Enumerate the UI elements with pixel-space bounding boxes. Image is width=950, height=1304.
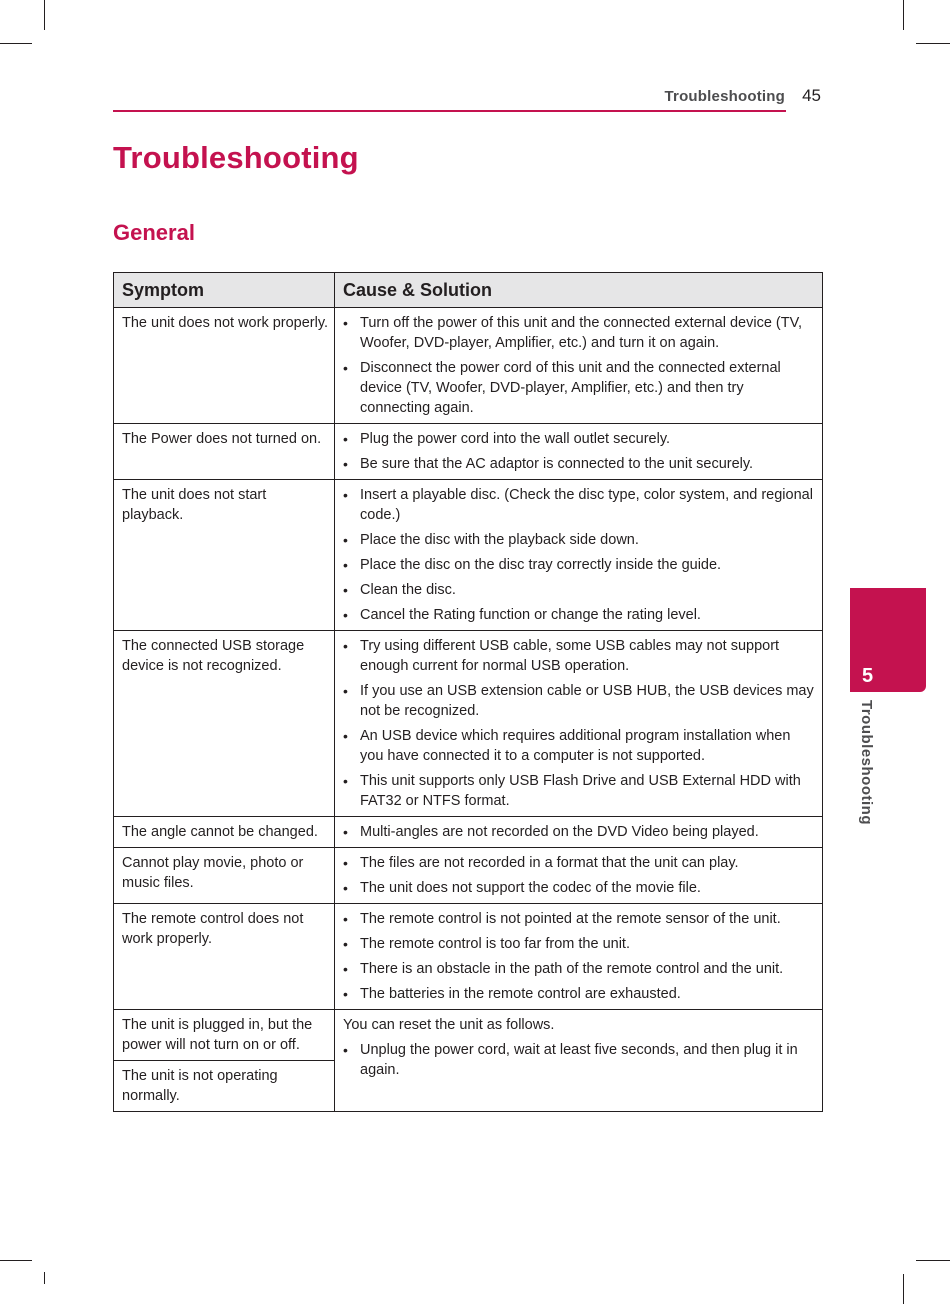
page-number: 45 — [802, 86, 821, 105]
crop-mark — [0, 1260, 32, 1261]
reset-cause-cell — [335, 1010, 823, 1112]
symptom-cell: The unit is not operating normally. — [114, 1061, 335, 1112]
cause-item: • The batteries in the remote control are exhausted. — [343, 984, 814, 1004]
crop-mark — [903, 1274, 904, 1304]
cause-item: • Place the disc with the playback side down. — [343, 530, 814, 550]
cause-list — [343, 429, 814, 474]
crop-mark — [916, 43, 950, 44]
table-row — [114, 424, 823, 480]
table-row — [114, 631, 823, 817]
cause-list — [343, 1040, 814, 1080]
crop-mark — [903, 0, 904, 30]
table-row — [114, 1010, 823, 1061]
symptom-column-header: Symptom — [114, 273, 335, 308]
table-row — [114, 817, 823, 848]
symptom-cell: The angle cannot be changed. — [114, 817, 335, 848]
table-header-row — [114, 273, 823, 308]
symptom-cell: The connected USB storage device is not recognized. — [114, 631, 335, 817]
cause-item: • Plug the power cord into the wall outlet securely. — [343, 429, 814, 449]
cause-item: • The files are not recorded in a format that the unit can play. — [343, 853, 814, 873]
cause-list — [343, 485, 814, 625]
crop-mark — [916, 1260, 950, 1261]
crop-mark — [44, 0, 45, 30]
symptom-cell: The unit does not work properly. — [114, 308, 335, 424]
cause-list — [343, 313, 814, 418]
cause-item: • The unit does not support the codec of the movie file. — [343, 878, 814, 898]
chapter-tab — [850, 588, 926, 692]
cause-cell — [335, 480, 823, 631]
cause-cell — [335, 631, 823, 817]
cause-item: • Try using different USB cable, some USB cables may not support enough current for normal USB operation. — [343, 636, 814, 676]
cause-item: • The remote control is too far from the unit. — [343, 934, 814, 954]
cause-list — [343, 822, 814, 842]
section-title: General — [113, 220, 195, 245]
cause-item: • Turn off the power of this unit and the connected external device (TV, Woofer, DVD-player, Amplifier, etc.) and turn it on again. — [343, 313, 814, 353]
reset-intro: You can reset the unit as follows. — [343, 1017, 555, 1033]
cause-item: • The remote control is not pointed at the remote sensor of the unit. — [343, 909, 814, 929]
cause-cell — [335, 848, 823, 904]
symptom-cell: The unit does not start playback. — [114, 480, 335, 631]
cause-cell — [335, 817, 823, 848]
running-header-section: Troubleshooting — [664, 88, 785, 105]
chapter-label: Troubleshooting — [858, 700, 875, 825]
symptom-cell: Cannot play movie, photo or music files. — [114, 848, 335, 904]
cause-cell — [335, 424, 823, 480]
table-row — [114, 904, 823, 1010]
symptom-cell: The Power does not turned on. — [114, 424, 335, 480]
cause-cell — [335, 308, 823, 424]
cause-column-header: Cause & Solution — [335, 273, 823, 308]
table-row — [114, 480, 823, 631]
cause-list — [343, 636, 814, 811]
symptom-cell: The unit is plugged in, but the power will not turn on or off. — [114, 1010, 335, 1061]
crop-mark — [44, 1272, 45, 1284]
header-rule — [113, 110, 786, 112]
table-row — [114, 308, 823, 424]
cause-item: • Be sure that the AC adaptor is connected to the unit securely. — [343, 454, 814, 474]
cause-list — [343, 853, 814, 898]
running-header — [113, 86, 821, 112]
cause-item: • This unit supports only USB Flash Drive and USB External HDD with FAT32 or NTFS format. — [343, 771, 814, 811]
cause-item: • An USB device which requires additional program installation when you have connected it to a computer is not supported. — [343, 726, 814, 766]
cause-item: • Multi-angles are not recorded on the DVD Video being played. — [343, 822, 814, 842]
cause-item: • Clean the disc. — [343, 580, 814, 600]
cause-cell — [335, 904, 823, 1010]
cause-item: • Unplug the power cord, wait at least five seconds, and then plug it in again. — [343, 1040, 814, 1080]
table-row — [114, 848, 823, 904]
cause-item: • There is an obstacle in the path of the remote control and the unit. — [343, 959, 814, 979]
cause-item: • Disconnect the power cord of this unit and the connected external device (TV, Woofer, DVD-player, Amplifier, etc.) and then try connecting again. — [343, 358, 814, 418]
page-title: Troubleshooting — [113, 140, 359, 175]
crop-mark — [0, 43, 32, 44]
troubleshooting-table — [113, 272, 823, 1112]
cause-item: • If you use an USB extension cable or USB HUB, the USB devices may not be recognized. — [343, 681, 814, 721]
symptom-cell: The remote control does not work properly. — [114, 904, 335, 1010]
cause-list — [343, 909, 814, 1004]
cause-item: • Cancel the Rating function or change the rating level. — [343, 605, 814, 625]
cause-item: • Insert a playable disc. (Check the disc type, color system, and regional code.) — [343, 485, 814, 525]
cause-item: • Place the disc on the disc tray correctly inside the guide. — [343, 555, 814, 575]
chapter-number: 5 — [862, 665, 874, 687]
